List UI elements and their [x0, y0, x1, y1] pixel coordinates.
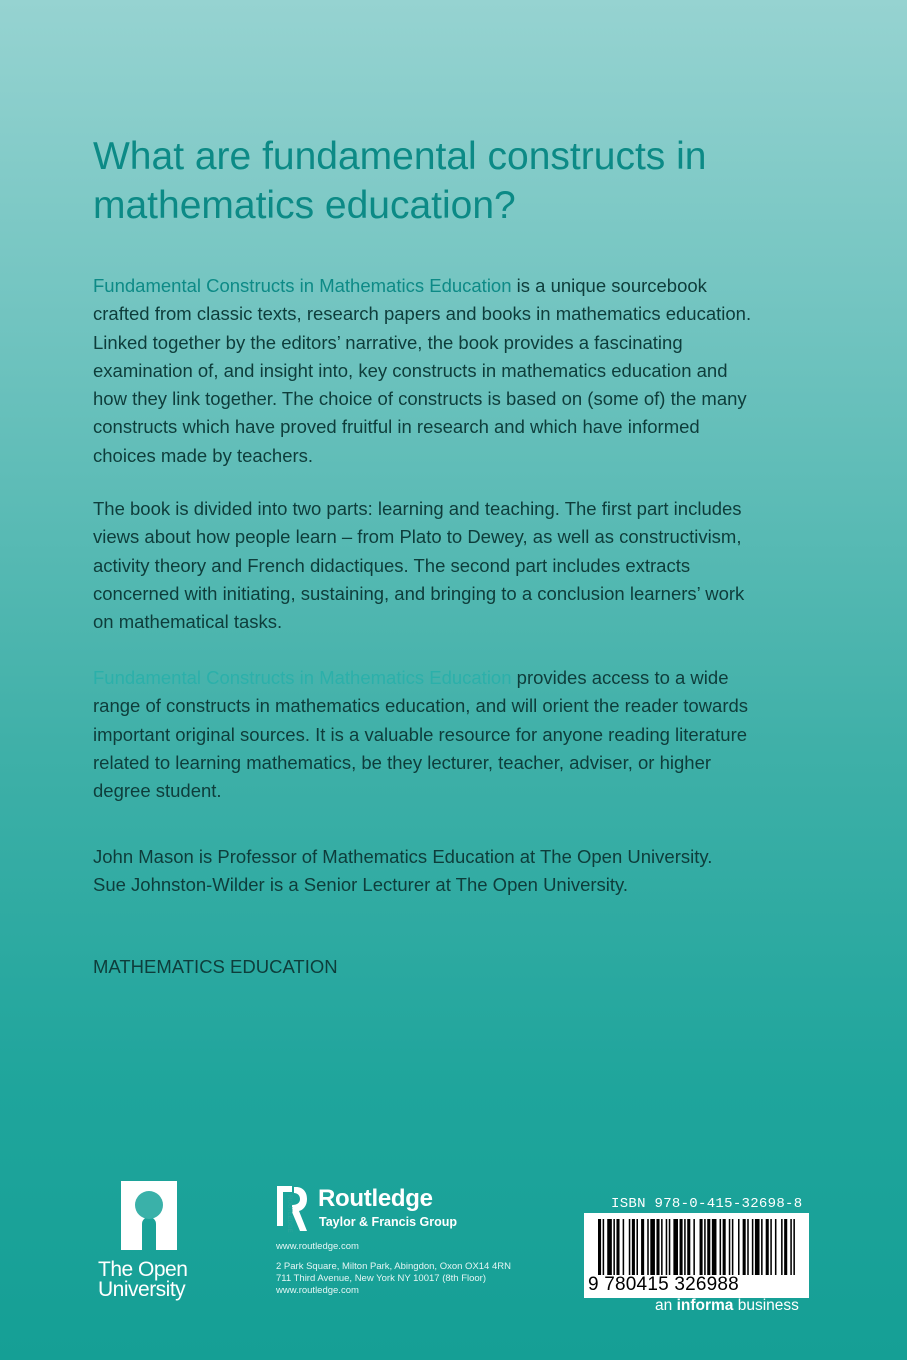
barcode-bar	[598, 1219, 601, 1275]
paragraph-3-line-5: degree student.	[93, 780, 222, 802]
routledge-website: www.routledge.com	[276, 1241, 359, 1252]
barcode-bar	[616, 1219, 619, 1275]
paragraph-2-line-4: concerned with initiating, sustaining, and bringing to a conclusion learners’ work	[93, 582, 745, 604]
barcode-bar	[770, 1219, 772, 1275]
routledge-address-1: 2 Park Square, Milton Park, Abingdon, Oxon OX14 4RN	[276, 1261, 511, 1272]
paragraph-2-line-1: The book is divided into two parts: learning and teaching. The first part includes	[93, 498, 742, 519]
barcode-bars	[598, 1219, 798, 1275]
paragraph-1-line-5: how they link together. The choice of constructs is based on (some of) the many	[93, 388, 747, 410]
barcode-bar	[712, 1219, 717, 1275]
routledge-address-3: www.routledge.com	[276, 1285, 359, 1296]
paragraph-1-line-2: crafted from classic texts, research papers and books in mathematics education.	[93, 303, 752, 325]
paragraph-1-line-6: constructs which have proved fruitful in research and which have informed	[93, 416, 700, 438]
isbn-label: ISBN 978-0-415-32698-8	[611, 1196, 803, 1212]
routledge-addresses	[276, 1261, 511, 1297]
barcode-bar	[720, 1219, 722, 1275]
informa-prefix: an	[655, 1297, 677, 1314]
author-bio-1	[93, 843, 818, 871]
barcode-bar	[793, 1219, 795, 1275]
description-paragraph-1	[93, 272, 818, 470]
paragraph-1-line-4: examination of, and insight into, key constructs in mathematics education and	[93, 359, 728, 381]
barcode-bar	[743, 1219, 746, 1275]
barcode-bar	[647, 1219, 649, 1275]
barcode-bar	[700, 1219, 703, 1275]
informa-brand: informa	[676, 1297, 734, 1314]
barcode-bar	[732, 1219, 734, 1275]
headline-line-2: mathematics education?	[93, 184, 516, 227]
barcode-bar	[650, 1219, 655, 1275]
barcode-bar	[641, 1219, 644, 1275]
barcode-bar	[656, 1219, 659, 1275]
barcode-bar	[755, 1219, 760, 1275]
paragraph-1-line-7: choices made by teachers.	[93, 444, 314, 466]
barcode-bar	[747, 1219, 749, 1275]
description-paragraph-2	[93, 495, 818, 636]
barcode-bar	[661, 1219, 663, 1275]
description-paragraph-3	[93, 664, 818, 805]
informa-suffix: business	[733, 1297, 799, 1314]
author-2-name: Sue Johnston-Wilder	[93, 874, 265, 896]
routledge-address-2: 711 Third Avenue, New York NY 10017 (8th Floor)	[276, 1273, 487, 1284]
open-university-logo-icon	[120, 1180, 178, 1252]
open-university-line-2: University	[98, 1278, 186, 1301]
barcode-bar	[781, 1219, 783, 1275]
paragraph-2-line-2: views about how people learn – from Plato to Dewey, as well as constructivism,	[93, 526, 742, 548]
paragraph-3-line-3: important original sources. It is a valuable resource for anyone reading literature	[93, 723, 748, 745]
barcode-bar	[632, 1219, 635, 1275]
barcode-bar	[775, 1219, 777, 1275]
informa-tagline	[655, 1297, 799, 1315]
subject-category: MATHEMATICS EDUCATION	[93, 956, 338, 977]
author-1-name: John Mason	[93, 846, 194, 867]
barcode-bar	[666, 1219, 668, 1275]
book-title-reference-2: Fundamental Constructs in Mathematics Education	[93, 667, 512, 688]
barcode-bar	[693, 1219, 695, 1275]
author-1-description: is Professor of Mathematics Education at The Open University.	[193, 846, 713, 867]
book-title-reference: Fundamental Constructs in Mathematics Education	[93, 275, 512, 296]
author-bio-2	[93, 871, 818, 899]
barcode-bar	[636, 1219, 638, 1275]
barcode-bar	[603, 1219, 605, 1275]
barcode-bar	[673, 1219, 678, 1275]
open-university-name	[98, 1260, 203, 1300]
author-bios	[93, 843, 818, 900]
paragraph-2-line-5: on mathematical tasks.	[93, 611, 283, 633]
barcode-bar	[766, 1219, 769, 1275]
barcode-bar	[684, 1219, 686, 1275]
routledge-mark-text: ROUTLEDGE	[286, 1195, 292, 1233]
barcode-bar	[790, 1219, 792, 1275]
headline-line-1: What are fundamental constructs in	[93, 135, 707, 178]
paragraph-3-line-1	[93, 664, 818, 692]
paragraph-1-line-3: Linked together by the editors’ narrative, the book provides a fascinating	[93, 331, 683, 353]
barcode-bar	[623, 1219, 625, 1275]
barcode-bar	[707, 1219, 710, 1275]
barcode-bar	[669, 1219, 671, 1275]
paragraph-3-line-1-rest: provides access to a wide	[511, 667, 729, 688]
paragraph-2-line-3: activity theory and French didactiques. The second part includes extracts	[93, 554, 691, 576]
routledge-mark-icon	[276, 1185, 308, 1233]
open-university-line-1: The Open	[98, 1258, 188, 1281]
barcode-bar	[687, 1219, 690, 1275]
barcode-bar	[723, 1219, 726, 1275]
barcode-digits: 9 780415 326988	[588, 1274, 739, 1295]
paragraph-1-line-1	[93, 272, 818, 300]
author-2-description: is a Senior Lecturer at The Open University.	[264, 874, 629, 896]
barcode-bar	[613, 1219, 615, 1275]
headline	[93, 132, 813, 230]
open-university-logo	[98, 1180, 203, 1300]
barcode-bar	[729, 1219, 731, 1275]
barcode-bar	[629, 1219, 631, 1275]
barcode-bar	[738, 1219, 740, 1275]
barcode-bar	[752, 1219, 754, 1275]
paragraph-3-line-2: range of constructs in mathematics education, and will orient the reader towards	[93, 695, 749, 717]
barcode-bar	[607, 1219, 612, 1275]
barcode-bar	[704, 1219, 706, 1275]
routledge-name: Routledge	[318, 1185, 433, 1212]
barcode-bar	[680, 1219, 683, 1275]
barcode	[584, 1213, 809, 1298]
paragraph-1-line-1-rest: is a unique sourcebook	[511, 275, 707, 296]
barcode-bar	[784, 1219, 787, 1275]
barcode-bar	[761, 1219, 763, 1275]
routledge-group: Taylor & Francis Group	[319, 1215, 457, 1229]
paragraph-3-line-4: related to learning mathematics, be they lecturer, teacher, adviser, or higher	[93, 751, 712, 773]
